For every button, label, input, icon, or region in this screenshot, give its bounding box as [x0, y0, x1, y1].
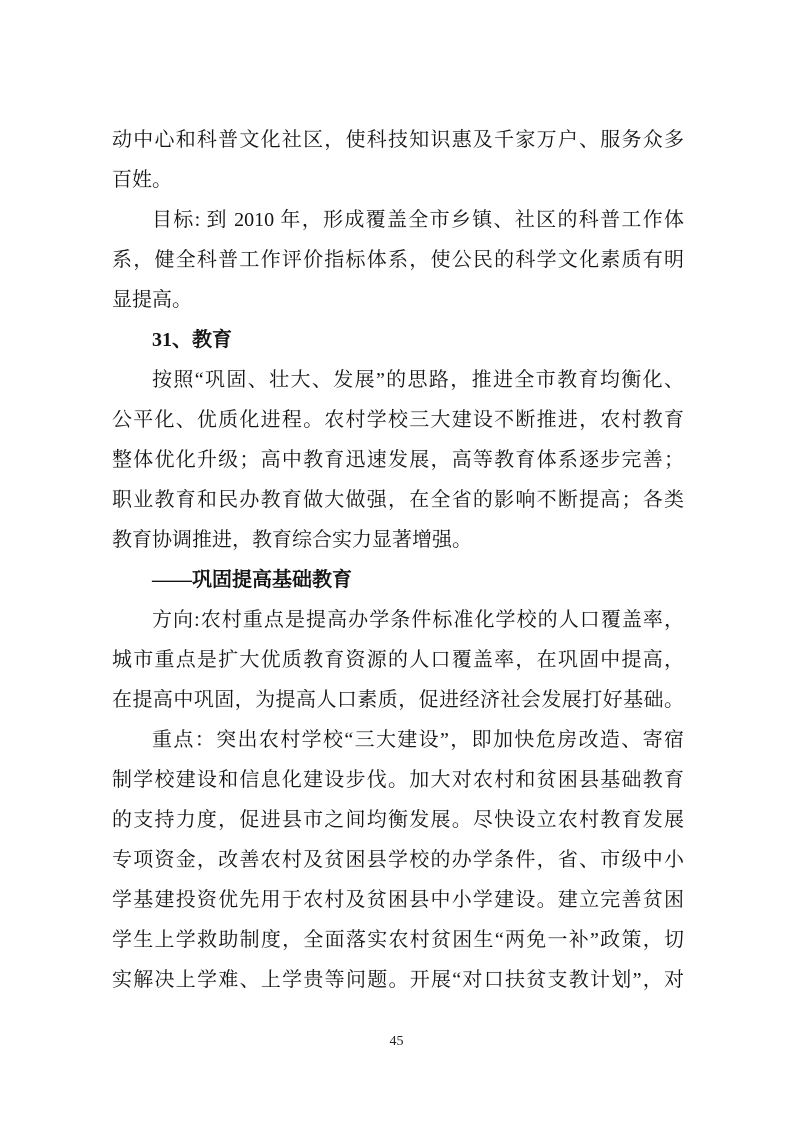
page-number: 45: [389, 1034, 404, 1049]
text-line: 目标: 到 2010 年，形成覆盖全市乡镇、社区的科普工作体: [152, 209, 684, 231]
paragraph: [112, 200, 684, 320]
section-heading: [112, 560, 684, 600]
text-line: 系，健全科普工作评价指标体系，使公民的科学文化素质有明: [112, 249, 684, 271]
section-heading: [112, 320, 684, 360]
text-line: ——巩固提高基础教育: [152, 569, 352, 591]
text-line: 方向:农村重点是提高办学条件标准化学校的人口覆盖率，: [152, 609, 684, 631]
text-line: 百姓。: [112, 169, 172, 191]
paragraph: [112, 120, 684, 200]
text-line: 公平化、优质化进程。农村学校三大建设不断推进，农村教育: [112, 409, 684, 431]
text-line: 动中心和科普文化社区，使科技知识惠及千家万户、服务众多: [112, 129, 684, 151]
text-line: 重点：突出农村学校“三大建设”，即加快危房改造、寄宿: [152, 729, 684, 751]
document-body: [112, 120, 684, 1000]
text-line: 专项资金，改善农村及贫困县学校的办学条件，省、市级中小: [112, 849, 684, 871]
paragraph: [112, 360, 684, 560]
text-line: 职业教育和民办教育做大做强，在全省的影响不断提高；各类: [112, 489, 684, 511]
text-line: 在提高中巩固，为提高人口素质，促进经济社会发展打好基础。: [112, 689, 684, 711]
text-line: 制学校建设和信息化建设步伐。加大对农村和贫困县基础教育: [112, 769, 684, 791]
text-line: 整体优化升级；高中教育迅速发展，高等教育体系逐步完善；: [112, 449, 684, 471]
paragraph: [112, 600, 684, 720]
text-line: 31、教育: [152, 329, 232, 351]
text-line: 学生上学救助制度，全面落实农村贫困生“两免一补”政策，切: [112, 929, 684, 951]
text-line: 按照“巩固、壮大、发展”的思路，推进全市教育均衡化、: [152, 369, 684, 391]
paragraph: [112, 720, 684, 1000]
text-line: 显提高。: [112, 289, 192, 311]
text-line: 的支持力度，促进县市之间均衡发展。尽快设立农村教育发展: [112, 809, 684, 831]
text-line: 实解决上学难、上学贵等问题。开展“对口扶贫支教计划”，对: [112, 969, 684, 991]
text-line: 学基建投资优先用于农村及贫困县中小学建设。建立完善贫困: [112, 889, 684, 911]
text-line: 城市重点是扩大优质教育资源的人口覆盖率，在巩固中提高，: [112, 649, 684, 671]
text-line: 教育协调推进，教育综合实力显著增强。: [112, 529, 472, 551]
